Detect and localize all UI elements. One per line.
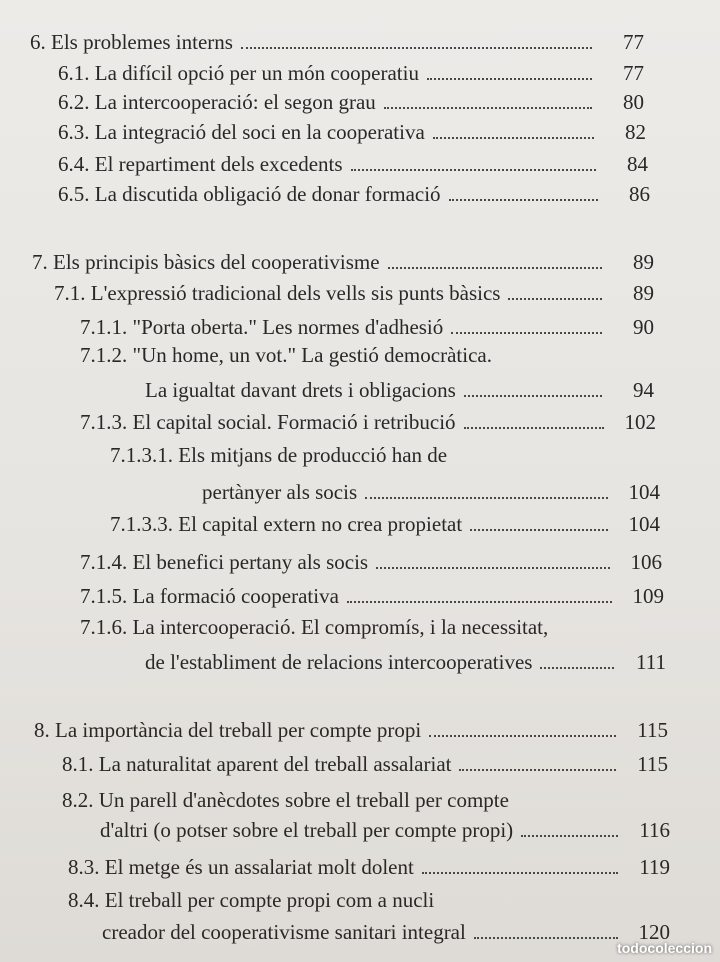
page-number: 104 xyxy=(628,480,660,504)
toc-entry xyxy=(100,808,670,842)
toc-entry xyxy=(80,574,664,608)
toc-entry xyxy=(102,910,670,944)
dot-leader xyxy=(384,106,592,109)
watermark: todocoleccion xyxy=(617,940,712,956)
toc-entry xyxy=(62,742,668,776)
dot-leader xyxy=(376,566,610,569)
toc-entry-title: 6.4. El repartiment dels excedents xyxy=(58,152,343,176)
toc-entry xyxy=(68,845,670,879)
toc-entry-title: 8.3. El metge és un assalariat molt dolent xyxy=(68,855,414,879)
toc-entry-title: creador del cooperativisme sanitari integral xyxy=(102,920,466,944)
page-number: 116 xyxy=(639,818,670,842)
dot-leader xyxy=(388,266,602,269)
toc-entry-title: 7.1. L'expressió tradicional dels vells sis punts bàsics xyxy=(54,281,501,305)
toc-entry xyxy=(58,80,644,114)
toc-entry-title: 7.1.3. El capital social. Formació i retribució xyxy=(80,410,456,434)
page-number: 89 xyxy=(633,250,654,274)
toc-entry xyxy=(80,540,662,574)
toc-entry xyxy=(110,502,660,536)
page-number: 119 xyxy=(639,855,670,879)
toc-entry-title: 6.1. La difícil opció per un món cooperatiu xyxy=(58,61,419,85)
toc-entry-first-line: 7.1.3.1. Els mitjans de producció han de xyxy=(110,443,448,467)
dot-leader xyxy=(474,936,618,939)
toc-entry xyxy=(145,368,654,402)
dot-leader xyxy=(449,198,598,201)
dot-leader xyxy=(459,768,616,771)
toc-entry-title: 6.5. La discutida obligació de donar formació xyxy=(58,182,441,206)
page-number: 89 xyxy=(633,281,654,305)
toc-entry-title: de l'establiment de relacions intercooperatives xyxy=(145,650,533,674)
toc-entry xyxy=(30,20,644,54)
page-number: 77 xyxy=(623,61,644,85)
dot-leader xyxy=(464,394,602,397)
toc-entry-first-line: 8.4. El treball per compte propi com a nucli xyxy=(68,888,435,912)
dot-leader xyxy=(470,528,608,531)
toc-entry-title: 7.1.3.3. El capital extern no crea propietat xyxy=(110,512,463,536)
toc-entry-title: d'altri (o potser sobre el treball per compte propi) xyxy=(100,818,514,842)
dot-leader xyxy=(347,600,612,603)
dot-leader xyxy=(351,168,596,171)
toc-entry-title: 7. Els principis bàsics del cooperativisme xyxy=(32,250,380,274)
dot-leader xyxy=(521,834,618,837)
toc-entry xyxy=(58,172,650,206)
page-number: 104 xyxy=(628,512,660,536)
toc-entry xyxy=(54,271,654,305)
toc-entry-title: pertànyer als socis xyxy=(202,480,358,504)
toc-entry xyxy=(34,708,668,742)
dot-leader xyxy=(451,331,602,334)
page-number: 80 xyxy=(623,90,644,114)
toc-entry xyxy=(202,470,660,504)
page-number: 82 xyxy=(625,120,646,144)
toc-entry xyxy=(80,305,654,339)
page-number: 120 xyxy=(638,920,670,944)
toc-entry-title: 6.2. La intercooperació: el segon grau xyxy=(58,90,376,114)
dot-leader xyxy=(540,666,614,669)
toc-entry xyxy=(58,110,646,144)
toc-entry-title: 8.1. La naturalitat aparent del treball assalariat xyxy=(62,752,452,776)
page-number: 115 xyxy=(637,718,668,742)
toc-entry xyxy=(32,240,654,274)
page-number: 109 xyxy=(632,584,664,608)
dot-leader xyxy=(422,871,618,874)
page-number: 90 xyxy=(633,315,654,339)
page-number: 111 xyxy=(636,650,666,674)
dot-leader xyxy=(464,426,604,429)
page-number: 86 xyxy=(629,182,650,206)
toc-entry xyxy=(58,142,648,176)
toc-entry-title: 8. La importància del treball per compte propi xyxy=(34,718,422,742)
page-number: 102 xyxy=(624,410,656,434)
dot-leader xyxy=(433,136,594,139)
toc-entry-title: 7.1.5. La formació cooperativa xyxy=(80,584,339,608)
page-number: 115 xyxy=(637,752,668,776)
toc-entry-first-line: 7.1.6. La intercooperació. El compromís, i la necessitat, xyxy=(80,615,549,639)
toc-entry xyxy=(145,640,666,674)
dot-leader xyxy=(241,46,592,49)
toc-entry-title: La igualtat davant drets i obligacions xyxy=(145,378,456,402)
dot-leader xyxy=(508,297,602,300)
toc-entry-title: 6.3. La integració del soci en la cooperativa xyxy=(58,120,425,144)
page-number: 106 xyxy=(630,550,662,574)
dot-leader xyxy=(429,734,616,737)
toc-entry-title: 6. Els problemes interns xyxy=(30,30,233,54)
page-number: 84 xyxy=(627,152,648,176)
dot-leader xyxy=(365,496,608,499)
page-number: 77 xyxy=(623,30,644,54)
toc-entry-title: 7.1.1. "Porta oberta." Les normes d'adhesió xyxy=(80,315,444,339)
toc-entry-first-line: 7.1.2. "Un home, un vot." La gestió democràtica. xyxy=(80,343,492,367)
toc-entry-title: 7.1.4. El benefici pertany als socis xyxy=(80,550,369,574)
toc-entry xyxy=(80,400,656,434)
toc-entry-first-line: 8.2. Un parell d'anècdotes sobre el treball per compte xyxy=(62,788,509,812)
page-number: 94 xyxy=(633,378,654,402)
